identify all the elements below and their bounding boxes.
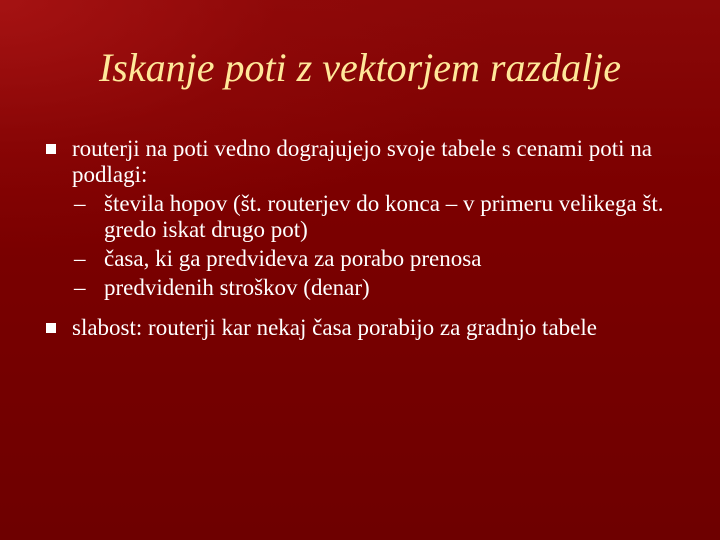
dash-bullet-icon: – [74, 275, 86, 300]
sub-bullet-text: števila hopov (št. routerjev do konca – v primeru velikega št. gredo iskat drugo pot) [104, 191, 664, 242]
dash-bullet-icon: – [74, 246, 86, 271]
dash-bullet-icon: – [74, 191, 86, 216]
bullet-list [46, 136, 686, 341]
bullet-item [46, 136, 686, 301]
sub-bullet-text: časa, ki ga predvideva za porabo prenosa [104, 246, 482, 271]
sub-bullet-list [72, 191, 686, 301]
sub-bullet-text: predvidenih stroškov (denar) [104, 275, 370, 300]
square-bullet-icon [46, 144, 56, 154]
bullet-text: routerji na poti vedno dograjujejo svoje tabele s cenami poti na podlagi: [72, 136, 652, 187]
slide-title: Iskanje poti z vektorjem razdalje [98, 45, 622, 90]
sub-bullet-item [74, 246, 686, 272]
sub-bullet-item [74, 191, 686, 243]
sub-bullet-item [74, 275, 686, 301]
bullet-item [46, 315, 686, 341]
square-bullet-icon [46, 323, 56, 333]
bullet-text: slabost: routerji kar nekaj časa porabijo za gradnjo tabele [72, 315, 597, 340]
